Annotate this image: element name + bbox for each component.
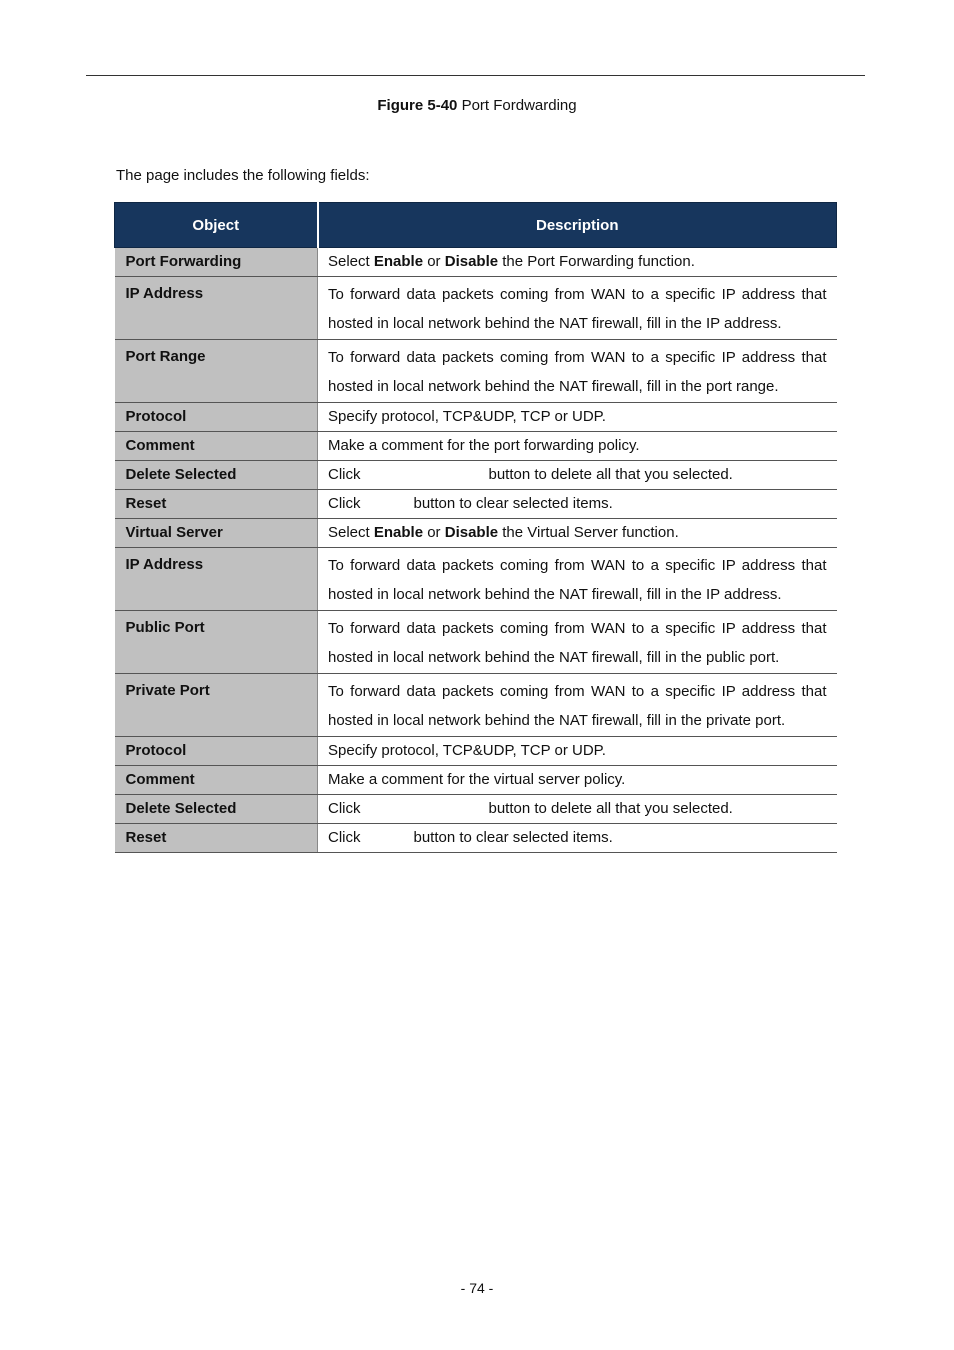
object-cell: Delete Selected	[115, 795, 318, 824]
description-cell: Click button to delete all that you selected.	[318, 795, 837, 824]
table-row	[115, 403, 837, 432]
page-number: - 74 -	[460, 1280, 494, 1296]
description-cell: Make a comment for the port forwarding policy.	[318, 432, 837, 461]
object-cell: Port Forwarding	[115, 248, 318, 277]
object-cell: Reset	[115, 490, 318, 519]
table-row	[115, 766, 837, 795]
object-cell: IP Address	[115, 548, 318, 611]
intro-text: The page includes the following fields:	[116, 167, 370, 184]
description-cell: To forward data packets coming from WAN to a specific IP address that hosted in local network behind the NAT firewall, fill in the public port.	[318, 611, 837, 674]
table-row	[115, 277, 837, 340]
object-cell: Delete Selected	[115, 461, 318, 490]
description-cell: To forward data packets coming from WAN to a specific IP address that hosted in local network behind the NAT firewall, fill in the private port.	[318, 674, 837, 737]
description-cell: Select Enable or Disable the Port Forwarding function.	[318, 248, 837, 277]
object-cell: Virtual Server	[115, 519, 318, 548]
header-object: Object	[115, 203, 318, 248]
object-cell: Port Range	[115, 340, 318, 403]
description-cell: Click button to delete all that you selected.	[318, 461, 837, 490]
table-row	[115, 737, 837, 766]
table-row	[115, 611, 837, 674]
description-cell: To forward data packets coming from WAN to a specific IP address that hosted in local network behind the NAT firewall, fill in the IP address.	[318, 548, 837, 611]
header-description: Description	[318, 203, 837, 248]
description-cell: Click button to clear selected items.	[318, 824, 837, 853]
table-row	[115, 795, 837, 824]
fields-table	[114, 202, 837, 853]
table-row	[115, 548, 837, 611]
description-cell: Select Enable or Disable the Virtual Server function.	[318, 519, 837, 548]
description-cell: To forward data packets coming from WAN to a specific IP address that hosted in local network behind the NAT firewall, fill in the IP address.	[318, 277, 837, 340]
object-cell: Protocol	[115, 403, 318, 432]
description-cell: Specify protocol, TCP&UDP, TCP or UDP.	[318, 403, 837, 432]
table-header-row	[115, 203, 837, 248]
table-row	[115, 824, 837, 853]
figure-label: Figure 5-40	[377, 97, 458, 114]
table-row	[115, 519, 837, 548]
object-cell: Public Port	[115, 611, 318, 674]
object-cell: Private Port	[115, 674, 318, 737]
object-cell: Protocol	[115, 737, 318, 766]
object-cell: IP Address	[115, 277, 318, 340]
table-row	[115, 461, 837, 490]
figure-caption	[0, 97, 954, 114]
description-cell: Make a comment for the virtual server policy.	[318, 766, 837, 795]
table-row	[115, 248, 837, 277]
table-row	[115, 490, 837, 519]
table-row	[115, 674, 837, 737]
description-cell: To forward data packets coming from WAN to a specific IP address that hosted in local network behind the NAT firewall, fill in the port range.	[318, 340, 837, 403]
figure-title: Port Fordwarding	[461, 97, 577, 114]
description-cell: Click button to clear selected items.	[318, 490, 837, 519]
header-rule	[86, 75, 865, 76]
description-cell: Specify protocol, TCP&UDP, TCP or UDP.	[318, 737, 837, 766]
object-cell: Comment	[115, 766, 318, 795]
table-row	[115, 432, 837, 461]
object-cell: Reset	[115, 824, 318, 853]
object-cell: Comment	[115, 432, 318, 461]
table-row	[115, 340, 837, 403]
